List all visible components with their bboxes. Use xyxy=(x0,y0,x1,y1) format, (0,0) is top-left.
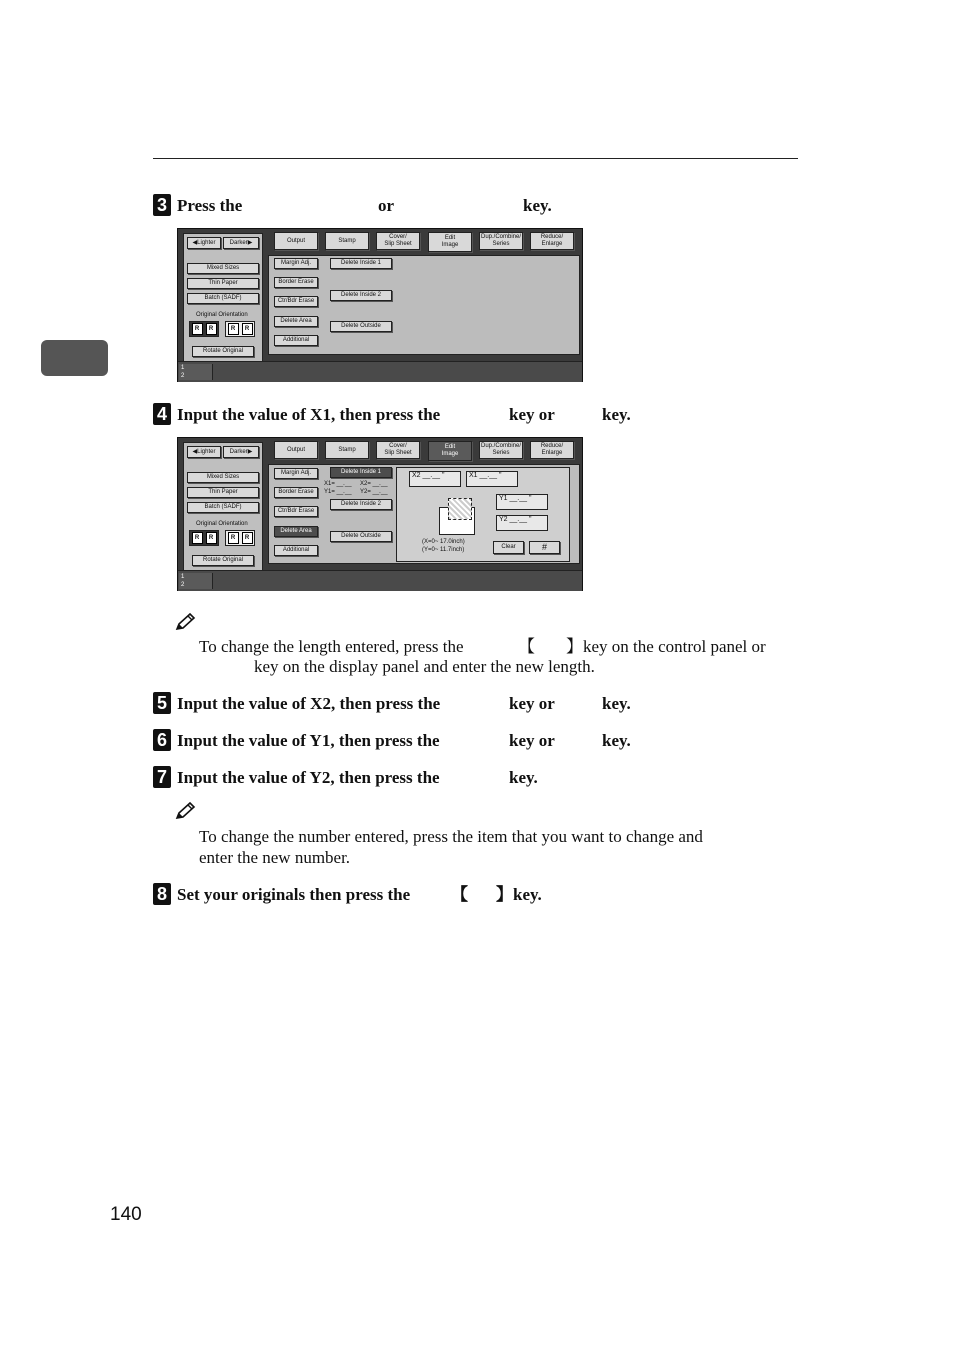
step-text: Set your originals then press the xyxy=(177,885,411,904)
ctr-bdr-erase-button[interactable]: Ctr/Bdr Erase xyxy=(274,296,318,307)
step-text: Input the value of Y2, then press the xyxy=(177,768,440,787)
tab-stamp[interactable]: Stamp xyxy=(325,441,369,459)
tab-cover-slip-sheet[interactable]: Cover/ Slip Sheet xyxy=(376,232,420,250)
y1-field[interactable]: Y1 __.__ " xyxy=(496,494,548,510)
copy-counter: 1 2 xyxy=(179,364,213,380)
step-text: 】key. xyxy=(496,885,542,904)
y2-field[interactable]: Y2 __.__ " xyxy=(496,515,548,531)
step-text: or xyxy=(378,196,395,215)
tab-output[interactable]: Output xyxy=(274,232,318,250)
mixed-sizes-button[interactable]: Mixed Sizes xyxy=(187,472,259,483)
delete-outside-button[interactable]: Delete Outside xyxy=(330,321,392,332)
step-text: key or xyxy=(509,731,555,750)
pencil-note-icon xyxy=(175,612,197,632)
hash-button[interactable]: # xyxy=(529,541,560,554)
thin-paper-button[interactable]: Thin Paper xyxy=(187,278,259,289)
tab-reduce-enlarge[interactable]: Reduce/ Enlarge xyxy=(530,232,574,250)
mixed-sizes-button[interactable]: Mixed Sizes xyxy=(187,263,259,274)
border-erase-button[interactable]: Border Erase xyxy=(274,277,318,288)
y1-value: Y1= __.__ xyxy=(324,489,352,495)
additional-button[interactable]: Additional xyxy=(274,335,318,346)
tab-cover-slip-sheet[interactable]: Cover/ Slip Sheet xyxy=(376,441,420,459)
step-8 xyxy=(153,885,553,907)
delete-area-button[interactable]: Delete Area xyxy=(274,316,318,327)
rotate-original-button[interactable]: Rotate Original xyxy=(192,346,254,357)
darker-button[interactable]: Darker ▶ xyxy=(223,237,259,249)
original-orientation-label: Original Orientation xyxy=(196,521,248,527)
darker-button[interactable]: Darker ▶ xyxy=(223,446,259,458)
tab-reduce-enlarge[interactable]: Reduce/ Enlarge xyxy=(530,441,574,459)
batch-sadf-button[interactable]: Batch (SADF) xyxy=(187,293,259,304)
delete-inside-1-button[interactable]: Delete Inside 1 xyxy=(330,467,392,478)
delete-inside-2-button[interactable]: Delete Inside 2 xyxy=(330,290,392,301)
y2-value: Y2= __.__ xyxy=(360,489,388,495)
x1-field[interactable]: X1 __.__ " xyxy=(466,471,518,487)
rotate-original-button[interactable]: Rotate Original xyxy=(192,555,254,566)
x2-field[interactable]: X2 __.__ " xyxy=(409,471,461,487)
step-text: key or xyxy=(509,405,555,424)
page-number: 140 xyxy=(110,1204,142,1225)
pencil-note-icon xyxy=(175,801,197,821)
orientation-landscape-button[interactable]: R R xyxy=(225,530,255,546)
batch-sadf-button[interactable]: Batch (SADF) xyxy=(187,502,259,513)
header-rule xyxy=(153,158,798,159)
delete-area-diagram xyxy=(448,498,472,520)
edit-image-screen-2 xyxy=(177,437,583,591)
delete-area-button[interactable]: Delete Area xyxy=(274,526,318,537)
clear-button[interactable]: Clear xyxy=(493,541,524,554)
thin-paper-button[interactable]: Thin Paper xyxy=(187,487,259,498)
step-text: key. xyxy=(602,694,631,713)
note-1-line-2: key on the display panel and enter the new length. xyxy=(254,657,595,676)
step-number: 7 xyxy=(153,766,171,788)
step-3 xyxy=(153,196,573,218)
step-5 xyxy=(153,694,643,716)
step-text: key or xyxy=(509,694,555,713)
step-text: Press the xyxy=(177,196,243,215)
x-range-label: (X=0~ 17.0inch) xyxy=(422,539,465,545)
step-number: 4 xyxy=(153,403,171,425)
tab-stamp[interactable]: Stamp xyxy=(325,232,369,250)
orientation-portrait-button[interactable]: R R xyxy=(189,321,219,337)
tab-dup-combine-series[interactable]: Dup./Combine/ Series xyxy=(479,441,523,459)
step-number: 8 xyxy=(153,883,171,905)
x1-value: X1= __.__ xyxy=(324,481,352,487)
step-text: key. xyxy=(602,405,631,424)
delete-inside-2-button[interactable]: Delete Inside 2 xyxy=(330,499,392,510)
chapter-tab-marker xyxy=(41,340,108,376)
left-panel xyxy=(183,442,263,572)
step-text: Input the value of Y1, then press the xyxy=(177,731,440,750)
note-1-line-1: To change the length entered, press the 【 】key on the control panel or xyxy=(199,637,766,656)
delete-outside-button[interactable]: Delete Outside xyxy=(330,531,392,542)
status-footer xyxy=(178,570,582,591)
step-7 xyxy=(153,768,553,790)
tab-output[interactable]: Output xyxy=(274,441,318,459)
tab-dup-combine-series[interactable]: Dup./Combine/ Series xyxy=(479,232,523,250)
status-footer xyxy=(178,361,582,382)
delete-inside-1-button[interactable]: Delete Inside 1 xyxy=(330,258,392,269)
copy-counter: 1 2 xyxy=(179,573,213,589)
step-text: Input the value of X1, then press the xyxy=(177,405,441,424)
margin-adj-button[interactable]: Margin Adj. xyxy=(274,468,318,479)
step-4 xyxy=(153,405,643,427)
edit-image-screen-1 xyxy=(177,228,583,382)
step-text: 【 xyxy=(451,885,468,904)
border-erase-button[interactable]: Border Erase xyxy=(274,487,318,498)
step-text: key. xyxy=(602,731,631,750)
left-panel xyxy=(183,233,263,363)
original-orientation-label: Original Orientation xyxy=(196,312,248,318)
tab-edit-image[interactable]: Edit Image xyxy=(428,232,472,252)
step-text: key. xyxy=(509,768,538,787)
step-text: Input the value of X2, then press the xyxy=(177,694,441,713)
x2-value: X2= __.__ xyxy=(360,481,388,487)
step-number: 6 xyxy=(153,729,171,751)
orientation-landscape-button[interactable]: R R xyxy=(225,321,255,337)
additional-button[interactable]: Additional xyxy=(274,545,318,556)
step-6 xyxy=(153,731,643,753)
note-2-line-1: To change the number entered, press the item that you want to change and xyxy=(199,827,703,846)
tab-edit-image[interactable]: Edit Image xyxy=(428,441,472,461)
lighter-button[interactable]: ◀ Lighter xyxy=(187,446,221,458)
step-number: 5 xyxy=(153,692,171,714)
orientation-portrait-button[interactable]: R R xyxy=(189,530,219,546)
y-range-label: (Y=0~ 11.7inch) xyxy=(422,547,465,553)
margin-adj-button[interactable]: Margin Adj. xyxy=(274,258,318,269)
lighter-button[interactable]: ◀ Lighter xyxy=(187,237,221,249)
ctr-bdr-erase-button[interactable]: Ctr/Bdr Erase xyxy=(274,506,318,517)
note-2-line-2: enter the new number. xyxy=(199,848,351,867)
step-number: 3 xyxy=(153,194,171,216)
step-text: key. xyxy=(523,196,552,215)
